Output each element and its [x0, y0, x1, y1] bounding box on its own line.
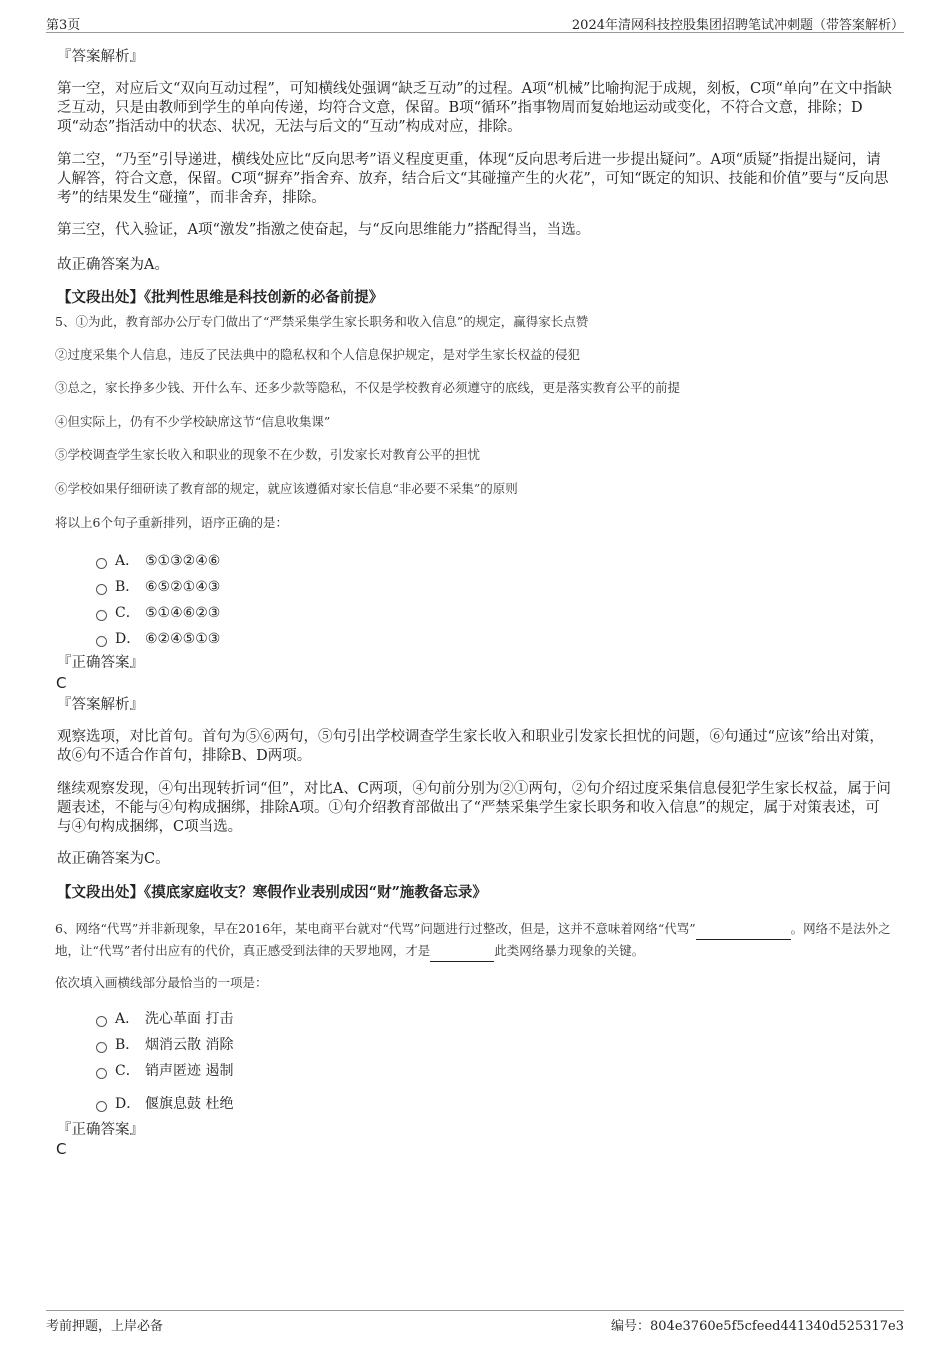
q6-option-d[interactable]: D． 偃旗息鼓 杜绝: [96, 1093, 233, 1113]
radio-icon[interactable]: [96, 1101, 107, 1112]
q5-sentence-4: ④但实际上，仍有不少学校缺席这节“信息收集课”: [55, 414, 331, 429]
q6-option-b[interactable]: B． 烟消云散 消除: [96, 1034, 233, 1054]
q4-analysis-p1: 第一空，对应后文“双向互动过程”，可知横线处强调“缺乏互动”的过程。A项“机械”比喻拘泥于成规，刻板，C项“单向”在文中指缺乏互动，只是由教师到学生的单向传递，均符合文意，保留。B项“循环”指事物周而复始地运动或变化，不符合文意，排除；D项“动态”指活动中的状态、状况，无法与后文的“互动”构成对应，排除。: [57, 81, 892, 135]
q4-analysis-label: 『答案解析』: [57, 49, 144, 65]
q4-analysis-p4: 故正确答案为A。: [57, 257, 169, 273]
q6-prompt: 依次填入画横线部分最恰当的一项是：: [55, 975, 268, 990]
radio-icon[interactable]: [96, 1042, 107, 1053]
q5-option-b[interactable]: B． ⑥⑤②①④③: [96, 576, 220, 596]
fill-blank-2[interactable]: [430, 940, 494, 962]
q5-sentence-5: ⑤学校调查学生家长收入和职业的现象不在少数，引发家长对教育公平的担忧: [55, 447, 481, 462]
radio-icon[interactable]: [96, 584, 107, 595]
q5-sentence-1: 5、①为此，教育部办公厅专门做出了“严禁采集学生家长职务和收入信息”的规定，赢得家长点赞: [55, 314, 589, 329]
q5-option-a[interactable]: A． ⑤①③②④⑥: [96, 550, 220, 570]
q6-option-a[interactable]: A． 洗心革面 打击: [96, 1008, 233, 1028]
q5-analysis-p2: 继续观察发现，④句出现转折词“但”，对比A、C两项，④句前分别为②①两句，②句介绍过度采集信息侵犯学生家长权益，属于问题表述，不能与④句构成捆绑，排除A项。①句介绍教育部做出了“严禁采集学生家长职务和收入信息”的规定，属于对策表述，可与④句构成捆绑，C项当选。: [57, 781, 891, 835]
q4-source: 【文段出处】《批判性思维是科技创新的必备前提》: [57, 289, 384, 306]
page-header: [46, 12, 904, 33]
page-footer: [46, 1310, 904, 1333]
q4-analysis-p3: 第三空，代入验证，A项“激发”指激之使奋起，与“反向思维能力”搭配得当，当选。: [57, 222, 591, 238]
q6-option-c[interactable]: C． 销声匿迹 遏制: [96, 1060, 233, 1080]
radio-icon[interactable]: [96, 636, 107, 647]
q5-answer: C: [56, 674, 67, 692]
q6-answer: C: [56, 1140, 67, 1158]
q6-answer-label: 『正确答案』: [57, 1122, 144, 1138]
q5-option-d[interactable]: D． ⑥②④⑤①③: [96, 628, 220, 648]
fill-blank-1[interactable]: [696, 918, 791, 940]
q5-sentence-6: ⑥学校如果仔细研读了教育部的规定，就应该遵循对家长信息“非必要不采集”的原则: [55, 481, 518, 496]
q5-answer-label: 『正确答案』: [57, 655, 144, 671]
radio-icon[interactable]: [96, 1016, 107, 1027]
q6-stem: 6、网络“代骂”并非新现象，早在2016年，某电商平台就对“代骂”问题进行过整改，但是，这并不意味着网络“代骂” 。网络不是法外之地，让“代骂”者付出应有的代价，真正感受到法律的天罗地网，才是 此类网络暴力现象的关键。: [55, 918, 900, 962]
page-number: 第3页: [46, 18, 81, 33]
q5-analysis-label: 『答案解析』: [57, 697, 144, 713]
q5-option-c[interactable]: C． ⑤①④⑥②③: [96, 602, 220, 622]
q5-sentence-2: ②过度采集个人信息，违反了民法典中的隐私权和个人信息保护规定，是对学生家长权益的侵犯: [55, 347, 581, 362]
radio-icon[interactable]: [96, 558, 107, 569]
q5-sentence-3: ③总之，家长挣多少钱、开什么车、还多少款等隐私，不仅是学校教育必须遵守的底线，更是落实教育公平的前提: [55, 380, 681, 395]
q5-analysis-p3: 故正确答案为C。: [57, 851, 170, 867]
q4-analysis-p2: 第二空，“乃至”引导递进，横线处应比“反向思考”语义程度更重，体现“反向思考后进一步提出疑问”。A项“质疑”指提出疑问，请人解答，符合文意，保留。C项“摒弃”指舍弃、放弃，结合后文“其碰撞产生的火花”，可知“既定的知识、技能和价值”要与“反向思考”的结果发生“碰撞”，而非舍弃，排除。: [57, 152, 889, 206]
q5-source: 【文段出处】《摸底家庭收支？寒假作业表别成因“财”施教备忘录》: [57, 884, 487, 901]
radio-icon[interactable]: [96, 610, 107, 621]
footer-code: 编号：804e3760e5f5cfeed441340d525317e3: [611, 1319, 904, 1334]
document-title: 2024年清网科技控股集团招聘笔试冲刺题（带答案解析）: [571, 18, 904, 33]
q5-prompt: 将以上6个句子重新排列，语序正确的是：: [55, 515, 288, 530]
footer-slogan: 考前押题，上岸必备: [46, 1319, 164, 1334]
q5-analysis-p1: 观察选项，对比首句。首句为⑤⑥两句，⑤句引出学校调查学生家长收入和职业引发家长担忧的问题，⑥句通过“应该”给出对策，故⑥句不适合作首句，排除B、D两项。: [57, 729, 884, 764]
radio-icon[interactable]: [96, 1068, 107, 1079]
